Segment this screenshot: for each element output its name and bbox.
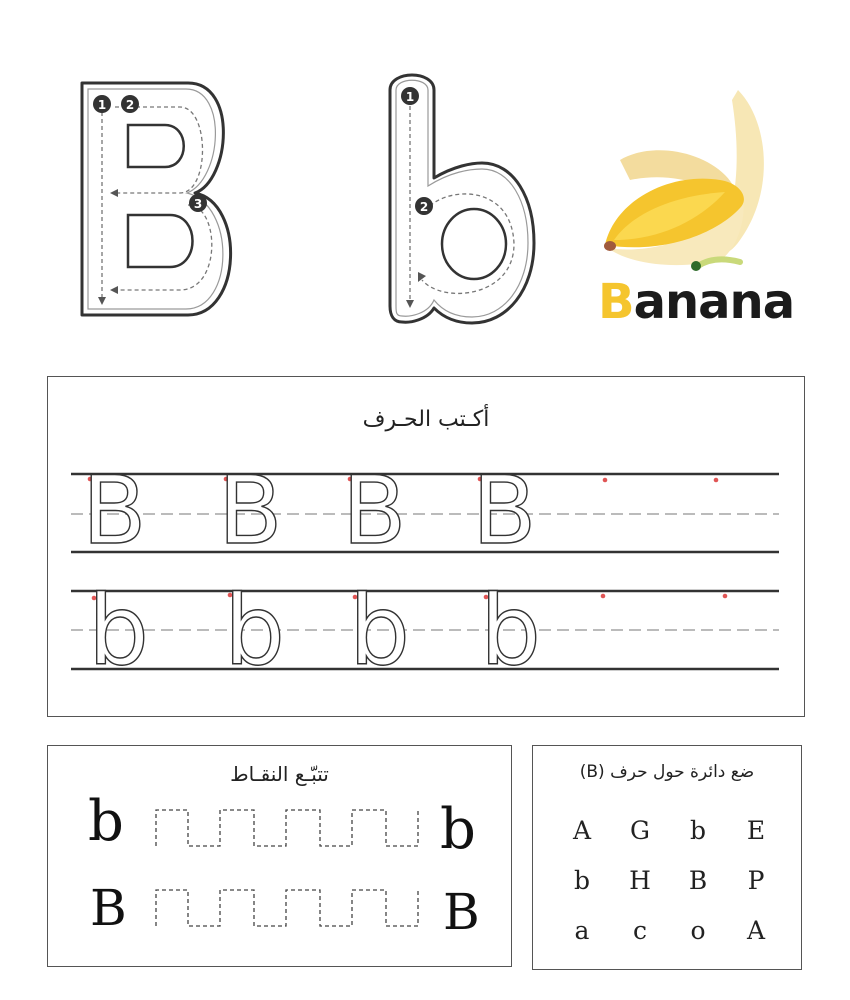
letter-grid [553,806,785,956]
trace-row2-left-letter: B [90,879,127,937]
step-3-badge [189,194,207,212]
svg-text:2: 2 [419,200,429,214]
grid-letter[interactable]: b [573,866,590,895]
step-2-badge [121,95,139,113]
lower-trace-letter: b [480,575,541,687]
upper-trace-letter: B [472,457,537,566]
letter-b-tracing-guide [382,68,542,330]
grid-letter[interactable]: B [688,866,708,895]
svg-text:1: 1 [405,90,415,104]
grid-letter[interactable]: A [572,816,592,845]
step-1-badge [401,87,419,105]
lower-trace-letter: b [88,575,149,687]
banana-illustration [590,80,790,275]
trace-dots-title: تتبّـع النقـاط [230,762,329,786]
grid-letter[interactable]: c [632,916,647,945]
grid-letter[interactable]: b [689,816,706,845]
circle-letter-panel [532,745,802,970]
banana-word [598,272,798,332]
trace-row1-right-letter: b [440,797,476,862]
write-letter-title: أكـتب الحـرف [362,407,490,432]
banana-word-rest: anana [633,274,795,330]
upper-trace-letter: B [342,457,407,566]
step-2-badge [415,197,433,215]
letter-B-tracing-guide [70,75,255,325]
lower-trace-letter: b [224,575,285,687]
grid-letter[interactable]: o [690,916,706,945]
grid-letter[interactable]: a [574,916,590,945]
lower-trace-letter: b [349,575,410,687]
step-1-badge [93,95,111,113]
trace-row2-right-letter: B [443,883,480,941]
grid-letter[interactable]: E [746,816,766,845]
trace-dotted-paths [150,800,425,935]
svg-text:2: 2 [125,98,135,112]
upper-trace-letter: B [218,457,283,566]
trace-row1-left-letter: b [88,789,124,854]
handwriting-lines [47,376,805,717]
grid-letter[interactable]: G [630,816,650,845]
grid-letter[interactable]: A [746,916,766,945]
svg-text:1: 1 [97,98,107,112]
circle-letter-title: ضع دائرة حول حرف (B) [579,762,755,782]
upper-trace-letter: B [82,457,147,566]
grid-letter[interactable]: H [629,866,651,895]
svg-text:3: 3 [193,197,203,211]
banana-first-letter: B [598,274,634,330]
grid-letter[interactable]: P [747,866,765,895]
